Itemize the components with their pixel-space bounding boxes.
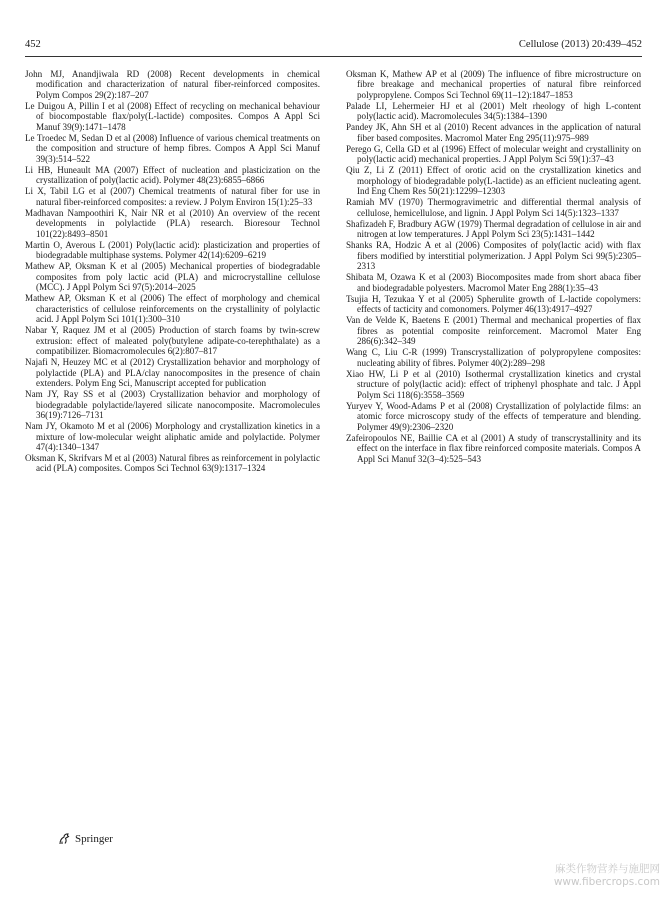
reference-entry: Perego G, Cella GD et al (1996) Effect of molecular weight and crystallinity on poly(lactic acid) mechanical properties. J Appl Polym Sci 59(1):37–43 — [346, 143, 641, 165]
header-rule — [25, 56, 642, 57]
reference-entry: Tsujia H, Tezukaa Y et al (2005) Spherulite growth of L-lactide copolymers: effects of tacticity and comonomers. Polymer 46(13):4917–4927 — [346, 293, 641, 315]
reference-entry: Oksman K, Mathew AP et al (2009) The influence of fibre microstructure on fibre breakage and mechanical properties of natural fibre reinforced polypropylene. Compos Sci Technol 69(11–12):1847–1853 — [346, 69, 641, 100]
reference-entry: Li HB, Huneault MA (2007) Effect of nucleation and plasticization on the crystallization of poly(lactic acid). Polymer 48(23):6855–6866 — [25, 164, 320, 186]
publisher-name: Springer — [75, 833, 113, 845]
reference-entry: Palade LI, Lehermeier HJ et al (2001) Melt rheology of high L-content poly(lactic acid). Macromolecules 34(5):1384–1390 — [346, 100, 641, 122]
running-head: Cellulose (2013) 20:439–452 — [518, 39, 642, 50]
reference-entry: Qiu Z, Li Z (2011) Effect of orotic acid on the crystallization kinetics and morphology of biodegradable poly(L-lactide) as an efficient nucleating agent. Ind Eng Chem Res 50(21):12299–12303 — [346, 165, 641, 197]
reference-entry: Nam JY, Ray SS et al (2003) Crystallization behavior and morphology of biodegradable polylactide/layered silicate nanocomposite. Macromolecules 36(19):7126–7131 — [25, 389, 320, 421]
springer-horse-icon — [57, 832, 71, 846]
reference-entry: Xiao HW, Li P et al (2010) Isothermal crystallization kinetics and crystal structure of poly(lactic acid): effect of triphenyl phosphate and talc. J Appl Polym Sci 118(6):3558–3569 — [346, 368, 641, 400]
reference-entry: Zafeiropoulos NE, Baillie CA et al (2001) A study of transcrystallinity and its effect on the interface in flax fibre reinforced composite materials. Compos A Appl Sci Manuf 32(3–4):525–543 — [346, 432, 641, 464]
reference-entry: Mathew AP, Oksman K et al (2005) Mechanical properties of biodegradable composites from poly lactic acid (PLA) and microcrystalline cellulose (MCC). J Appl Polym Sci 97(5):2014–2025 — [25, 261, 320, 293]
reference-entry: Shanks RA, Hodzic A et al (2006) Composites of poly(lactic acid) with flax fibers modified by interstitial polymerization. J Appl Polym Sci 99(5):2305–2313 — [346, 240, 641, 272]
reference-entry: Van de Velde K, Baetens E (2001) Thermal and mechanical properties of flax fibres as potential composite reinforcement. Macromol Mater Eng 286(6):342–349 — [346, 315, 641, 347]
watermark-line-2: www.fibercrops.com — [553, 876, 660, 888]
reference-entry: Li X, Tabil LG et al (2007) Chemical treatments of natural fiber for use in natural fiber-reinforced composites: a review. J Polym Environ 15(1):25–33 — [25, 186, 320, 207]
references-left-column — [25, 69, 320, 475]
reference-entry: Nabar Y, Raquez JM et al (2005) Production of starch foams by twin-screw extrusion: effect of maleated poly(butylene adipate-co-terephthalate) as a compatibilizer. Biomacromolecules 6(2):807–817 — [25, 325, 320, 357]
reference-entry: Nam JY, Okamoto M et al (2006) Morphology and crystallization kinetics in a mixture of low-molecular weight aliphatic amide and polylactide. Polymer 47(4):1340–1347 — [25, 421, 320, 452]
reference-entry: Le Troedec M, Sedan D et al (2008) Influence of various chemical treatments on the composition and structure of hemp fibres. Compos A Appl Sci Manuf 39(3):514–522 — [25, 132, 320, 164]
reference-entry: Ramiah MV (1970) Thermogravimetric and differential thermal analysis of cellulose, hemicellulose, and lignin. J Appl Polym Sci 14(5):1323–1337 — [346, 197, 641, 218]
reference-entry: John MJ, Anandjiwala RD (2008) Recent developments in chemical modification and characterization of natural fiber-reinforced composites. Polym Compos 29(2):187–207 — [25, 69, 320, 100]
reference-entry: Shafizadeh F, Bradbury AGW (1979) Thermal degradation of cellulose in air and nitrogen at low temperatures. J Appl Polym Sci 23(5):1431–1442 — [346, 218, 641, 240]
reference-entry: Le Duigou A, Pillin I et al (2008) Effect of recycling on mechanical behaviour of biocompostable flax/poly(L-lactide) composites. Compos A Appl Sci Manuf 39(9):1471–1478 — [25, 100, 320, 132]
reference-entry: Yuryev Y, Wood-Adams P et al (2008) Crystallization of polylactide films: an atomic force microscopy study of the effects of temperature and blending. Polymer 49(9):2306–2320 — [346, 400, 641, 432]
watermark-line-1: 麻类作物营养与施肥网 — [555, 863, 660, 875]
page-number: 452 — [25, 39, 41, 50]
references-right-column — [346, 69, 641, 465]
reference-entry: Shibata M, Ozawa K et al (2003) Biocomposites made from short abaca fiber and biodegradable polyesters. Macromol Mater Eng 288(1):35–43 — [346, 272, 641, 293]
reference-entry: Wang C, Liu C-R (1999) Transcrystallization of polypropylene composites: nucleating ability of fibres. Polymer 40(2):289–298 — [346, 347, 641, 368]
reference-entry: Najafi N, Heuzey MC et al (2012) Crystallization behavior and morphology of polylactide (PLA) and PLA/clay nanocomposites in the presence of chain extenders. Polym Eng Sci, Manuscript accepted for publication — [25, 357, 320, 389]
watermark — [554, 863, 660, 889]
reference-entry: Mathew AP, Oksman K et al (2006) The effect of morphology and chemical characteristics of cellulose reinforcements on the crystallinity of polylactic acid. J Appl Polym Sci 101(1):300–310 — [25, 293, 320, 325]
publisher-logo — [57, 832, 113, 846]
reference-entry: Pandey JK, Ahn SH et al (2010) Recent advances in the application of natural fiber based composites. Macromol Mater Eng 295(11):975–989 — [346, 122, 641, 143]
reference-entry: Oksman K, Skrifvars M et al (2003) Natural fibres as reinforcement in polylactic acid (PLA) composites. Compos Sci Technol 63(9):1317–1324 — [25, 453, 320, 474]
reference-entry: Madhavan Nampoothiri K, Nair NR et al (2010) An overview of the recent developments in polylactide (PLA) research. Bioresour Technol 101(22):8493–8501 — [25, 207, 320, 239]
reference-entry: Martin O, Averous L (2001) Poly(lactic acid): plasticization and properties of biodegradable multiphase systems. Polymer 42(14):6209–6219 — [25, 239, 320, 261]
